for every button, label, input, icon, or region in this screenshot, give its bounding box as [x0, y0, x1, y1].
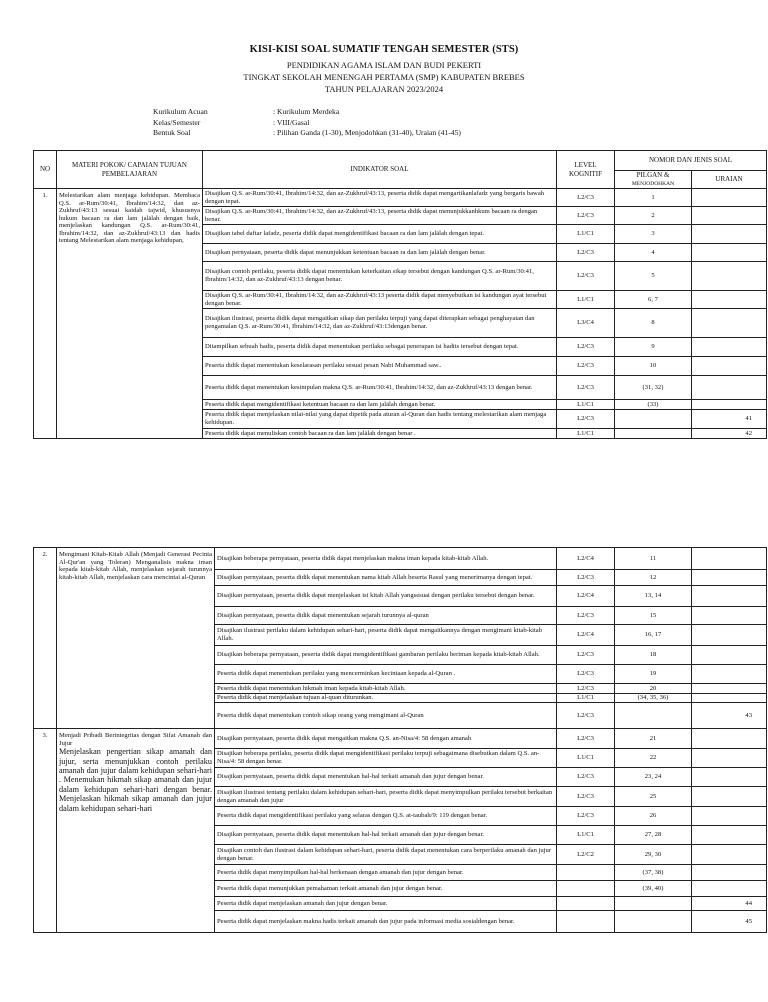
level-cell: L2/C3	[557, 787, 615, 807]
indikator-cell: Disajikan pernyataan, peserta didik dapat menentukan hal-hal terkait amanah dan jujur dengan benar.	[215, 826, 557, 845]
uraian-cell	[692, 548, 767, 570]
meta-row	[153, 128, 461, 139]
materi-objective-text: Menjelaskan pengertian sikap amanah dan jujur, serta menunjukkan contoh perilaku amanah dan jujur dalam kehidupan sehari-hari . Menemukan hikmah sikap amanah dan jujur dalam kehidupan sehari-hari dengan benar. Menjelaskan hikmah sikap amanah dan jujur dalam kehidupan sehari-hari	[59, 747, 212, 813]
pilgan-cell: 8	[615, 309, 692, 338]
pilgan-cell: 27, 28	[615, 826, 692, 845]
pilgan-cell: (37, 38)	[615, 865, 692, 881]
header-no: NO	[34, 151, 57, 189]
pilgan-cell: 21	[615, 729, 692, 749]
document-title: KISI-KISI SOAL SUMATIF TENGAH SEMESTER (STS)	[249, 44, 519, 55]
indikator-cell: Peserta didik dapat menjelaskan nilai-nilai yang dapat dipetik pada aturan al-Quran dan hadis tentang melestarikan alam menjaga kehidupan.	[203, 410, 557, 429]
indikator-cell: Peserta didik dapat menjelaskan tujuan al-quan diturunkan.	[215, 694, 557, 703]
uraian-cell	[692, 684, 767, 694]
pilgan-cell: 9	[615, 338, 692, 357]
indikator-cell: Disajikan beberapa pernyataan, peserta didik dapat mengidentifikasi gambaran perilaku beriman kepada kitab-kitab Allah.	[215, 646, 557, 665]
level-cell: L2/C2	[557, 845, 615, 865]
indikator-cell: Peserta didik dapat menentukan perilaku yang mencerminkan kecintaan kepada al-Quran .	[215, 665, 557, 684]
level-cell: L2/C3	[557, 684, 615, 694]
header-uraian: URAIAN	[692, 171, 767, 189]
uraian-cell: 45	[692, 911, 767, 933]
indikator-cell: Peserta didik dapat menjelaskan makna hadis terkait amanah dan jujur pada informasi media sosialdengan benar.	[215, 911, 557, 933]
indikator-cell: Disajikan ilustrasi tentang perilaku dalam kehidupan sehari-hari, peserta didik dapat menyimpulkan perilaku tersebut berkaitan dengan amanah dan jujur	[215, 787, 557, 807]
indikator-cell: Disajikan pernyataan, peserta didik dapat menentukan nama kitab Allah beserta Rasul yang menerimanya dengan tepat.	[215, 570, 557, 586]
pilgan-cell: 15	[615, 607, 692, 625]
level-cell: L2/C4	[557, 548, 615, 570]
document-meta	[153, 107, 461, 139]
uraian-cell	[692, 244, 767, 262]
uraian-cell	[692, 607, 767, 625]
menjodohkan-label: MENJODOHKAN	[631, 181, 675, 188]
level-cell: L2/C3	[557, 665, 615, 684]
section-materi	[57, 189, 203, 439]
uraian-cell: 41	[692, 410, 767, 429]
pilgan-cell: 25	[615, 787, 692, 807]
pilgan-cell: 26	[615, 807, 692, 826]
level-cell: L2/C4	[557, 586, 615, 607]
level-cell: L2/C3	[557, 729, 615, 749]
indikator-cell: Disajikan beberapa perilaku, peserta didik dapat mengidentifikasi perilaku terpuji sebagaimana disebutkan dalam Q.S. an-Nisa/4: 58 dengan benar.	[215, 749, 557, 768]
header-nomor: NOMOR DAN JENIS SOAL	[615, 151, 767, 171]
meta-value: : Kurikulum Merdeka	[273, 107, 340, 116]
pilgan-cell: 13, 14	[615, 586, 692, 607]
uraian-cell	[692, 570, 767, 586]
level-cell: L2/C3	[557, 244, 615, 262]
level-cell: L1/C1	[557, 749, 615, 768]
meta-key: Kurikulum Acuan	[153, 107, 208, 116]
uraian-cell	[692, 865, 767, 881]
indikator-cell: Disajikan beberapa pernyataan, peserta didik dapat menjelaskan makna iman kepada kitab-kitab Allah.	[215, 548, 557, 570]
uraian-cell	[692, 207, 767, 225]
pilgan-cell: 3	[615, 225, 692, 244]
level-cell: L2/C3	[557, 570, 615, 586]
pilgan-cell: 20	[615, 684, 692, 694]
level-cell: L2/C3	[557, 207, 615, 225]
indikator-cell: Disajikan ilustrasi, peserta didik dapat mengaitkan sikap dan perilaku terpuji yang dapat diterapkan sebagai penghayatan dan pengamalan Q.S. ar-Rum/30:41, Ibrahim/14:32, dan az-Zukhruf/43:13dengan benar.	[203, 309, 557, 338]
indikator-cell: Disajikan pernyataan, peserta didik dapat mengaitkan makna Q.S. an-Nisa/4: 58 dengan amanah	[215, 729, 557, 749]
indikator-cell: Disajikan Q.S. ar-Rum/30:41, Ibrahim/14:32, dan az-Zukhruf/43:13, peserta didik dapat mengartikanlafadz yang bergaris bawah dengan tepat.	[203, 189, 557, 207]
header-level: LEVEL KOGNITIF	[557, 151, 615, 189]
grid-table-2	[33, 547, 767, 933]
level-cell: L1/C1	[557, 291, 615, 309]
pilgan-cell: 1	[615, 189, 692, 207]
level-cell: L3/C4	[557, 309, 615, 338]
level-cell	[557, 865, 615, 881]
uraian-cell	[692, 376, 767, 400]
section-number: 3.	[34, 729, 57, 933]
level-cell: L1/C1	[557, 826, 615, 845]
uraian-cell: 42	[692, 429, 767, 439]
indikator-cell: Peserta didik dapat menentukan keselarasan perilaku sesuai pesan Nabi Muhammad saw..	[203, 357, 557, 376]
pilgan-cell: 11	[615, 548, 692, 570]
level-cell: L2/C3	[557, 807, 615, 826]
meta-row	[153, 107, 461, 118]
level-cell: L2/C3	[557, 376, 615, 400]
level-cell: L2/C3	[557, 357, 615, 376]
uraian-cell	[692, 262, 767, 291]
uraian-cell	[692, 807, 767, 826]
level-cell	[557, 881, 615, 897]
pilgan-cell: 12	[615, 570, 692, 586]
uraian-cell	[692, 749, 767, 768]
uraian-cell	[692, 357, 767, 376]
pilgan-cell: 19	[615, 665, 692, 684]
meta-row	[153, 118, 461, 129]
pilgan-cell: (34, 35, 36)	[615, 694, 692, 703]
indikator-cell: Disajikan pernyataan, peserta didik dapat menentukan hal-hal terkait amanah dan jujur dengan benar.	[215, 768, 557, 787]
section-materi	[57, 729, 215, 933]
level-cell: L1/C1	[557, 225, 615, 244]
indikator-cell: Peserta didik dapat menyimpulkan hal-hal berkenaan dengan amanah dan jujur dengan benar.	[215, 865, 557, 881]
level-cell: L1/C1	[557, 429, 615, 439]
level-cell: L1/C1	[557, 400, 615, 410]
indikator-cell: Peserta didik dapat menuliskan contoh bacaan ra dan lam jalālah dengan benar .	[203, 429, 557, 439]
header-indikator: INDIKATOR SOAL	[203, 151, 557, 189]
uraian-cell	[692, 826, 767, 845]
uraian-cell	[692, 646, 767, 665]
uraian-cell	[692, 291, 767, 309]
indikator-cell: Peserta didik dapat mengidentifikasi perilaku yang selaras dengan Q.S. at-taubah/9: 119 dengan benar.	[215, 807, 557, 826]
indikator-cell: Peserta didik dapat menentukan contoh sikap orang yang mengimani al-Quran	[215, 703, 557, 729]
level-cell: L2/C3	[557, 338, 615, 357]
table-row	[34, 729, 767, 749]
pilgan-cell	[615, 703, 692, 729]
uraian-cell: 44	[692, 897, 767, 911]
indikator-cell: Disajikan pernyataan, peserta didik dapat menentukan sejarah turunnya al-quran	[215, 607, 557, 625]
section-number: 1.	[34, 189, 57, 439]
materi-text: Melestarikan alam menjaga kehidupan. Membaca Q.S. ar-Rum/30:41, Ibrahim/14:32, dan az-Zukhruf/43:13 sesuai kaidah tajwid, khususnya hukum bacaan ra dan lam jalālah dengan baik, menjelaskan kandungan Q.S. ar-Rum/30:41, Ibrahim/14:32, dan az-Zukhruf/43:13 dan hadis tentang Melestarikan alam menjaga kehidupan,	[59, 192, 200, 245]
uraian-cell	[692, 694, 767, 703]
indikator-cell: Disajikan contoh perilaku, peserta didik dapat menentukan keterkaitan sikap tersebut dengan kandungan Q.S. ar-Rum/30:41, Ibrahim/14:32, dan az-Zukhruf/43:13 dengan benar.	[203, 262, 557, 291]
header-pilgan	[615, 171, 692, 189]
indikator-cell: Disajikan tabel daftar lafadz, peserta didik dapat mengidentifikasi bacaan ra dan lam jalālah dengan tepat.	[203, 225, 557, 244]
uraian-cell	[692, 729, 767, 749]
meta-value: : Pilihan Ganda (1-30), Menjodohkan (31-40), Uraian (41-45)	[273, 128, 461, 137]
section-materi	[57, 548, 215, 729]
pilgan-cell: 4	[615, 244, 692, 262]
indikator-cell: Peserta didik dapat menentukan kesimpulan makna Q.S. ar-Rum/30:41, Ibrahim/14:32, dan az-Zukhruf/43:13 dengan benar.	[203, 376, 557, 400]
uraian-cell	[692, 665, 767, 684]
pilgan-cell: 16, 17	[615, 625, 692, 646]
level-cell: L2/C3	[557, 607, 615, 625]
indikator-cell: Disajikan pernyataan, peserta didik dapat menunjukkan ketentuan bacaan ra dan lam jalālah dengan benar.	[203, 244, 557, 262]
meta-key: Bentuk Soal	[153, 128, 191, 137]
pilgan-cell: (39, 40)	[615, 881, 692, 897]
uraian-cell	[692, 768, 767, 787]
indikator-cell: Peserta didik dapat mengidentifikasi ketentuan bacaan ra dan lam jalālah dengan benar.	[203, 400, 557, 410]
pilgan-cell	[615, 897, 692, 911]
indikator-cell: Disajikan Q.S. ar-Rum/30:41, Ibrahim/14:32, dan az-Zukhruf/43:13, peserta didik dapat menunjukkanhkum bacaan ra dengan benar.	[203, 207, 557, 225]
uraian-cell	[692, 625, 767, 646]
meta-key: Kelas/Semester	[153, 117, 201, 127]
subtitle-level: TINGKAT SEKOLAH MENENGAH PERTAMA (SMP) KABUPATEN BREBES	[243, 72, 525, 82]
indikator-cell: Disajikan ilustrasi perilaku dalam kehidupan sehari-hari, peserta didik dapat mengaitkannya dengan mengimani kitab-kitab Allah.	[215, 625, 557, 646]
materi-text: Mengimani Kitab-Kitab Allah (Menjadi Generasi Pecinta Al-Qur'an yang Toleran) Menganalisis makna iman kepada kitab-kitab Allah, menjelaskan sejarah turunnya kitab-kitab Allah, menjelaskan cara mencintai al-Quran	[59, 551, 212, 581]
pilgan-cell: 22	[615, 749, 692, 768]
uraian-cell	[692, 881, 767, 897]
indikator-cell: Peserta didik dapat menjelaskan amanah dan jujur dengan benar.	[215, 897, 557, 911]
pilgan-cell: (31, 32)	[615, 376, 692, 400]
uraian-cell	[692, 586, 767, 607]
indikator-cell: Disajikan pernyataan, peserta didik dapat menjelaskan isi kitab Allah yangsesuai dengan perilaku tersebut dengan benar.	[215, 586, 557, 607]
level-cell: L2/C3	[557, 646, 615, 665]
uraian-cell	[692, 400, 767, 410]
pilgan-cell: 29, 30	[615, 845, 692, 865]
level-cell: L2/C3	[557, 262, 615, 291]
level-cell: L2/C3	[557, 189, 615, 207]
grid-table-1	[33, 150, 767, 439]
pilgan-cell	[615, 429, 692, 439]
level-cell: L2/C3	[557, 768, 615, 787]
pilgan-label: PILGAN &	[636, 171, 670, 180]
level-cell	[557, 911, 615, 933]
table-row	[34, 189, 767, 207]
pilgan-cell: 10	[615, 357, 692, 376]
uraian-cell	[692, 845, 767, 865]
pilgan-cell: 2	[615, 207, 692, 225]
header-materi: MATERI POKOK/ CAPAIAN TUJUAN PEMBELAJARAN	[57, 151, 203, 189]
indikator-cell: Peserta didik dapat menentukan hikmah iman kepada kitab-kitab Allah.	[215, 684, 557, 694]
pilgan-cell: 23, 24	[615, 768, 692, 787]
uraian-cell	[692, 189, 767, 207]
table-row	[34, 548, 767, 570]
level-cell: L1/C1	[557, 694, 615, 703]
uraian-cell	[692, 309, 767, 338]
level-cell	[557, 897, 615, 911]
level-cell: L2/C3	[557, 703, 615, 729]
pilgan-cell: 6, 7	[615, 291, 692, 309]
pilgan-cell	[615, 410, 692, 429]
uraian-cell	[692, 338, 767, 357]
uraian-cell: 43	[692, 703, 767, 729]
indikator-cell: Disajikan contoh dan ilustrasi dalam kehidupan sehari-hari, peserta didik dapat menentukan cara berperilaku amanah dan jujur dengan benar.	[215, 845, 557, 865]
pilgan-cell	[615, 911, 692, 933]
meta-value: : VIII/Gasal	[273, 117, 310, 127]
uraian-cell	[692, 225, 767, 244]
uraian-cell	[692, 787, 767, 807]
pilgan-cell: 18	[615, 646, 692, 665]
materi-text: Menjadi Pribadi Berintegritas dengan Sifat Amanah dan Jujur	[59, 732, 212, 747]
section-number: 2.	[34, 548, 57, 729]
pilgan-cell: 5	[615, 262, 692, 291]
level-cell: L2/C4	[557, 625, 615, 646]
pilgan-cell: (33)	[615, 400, 692, 410]
indikator-cell: Disajikan Q.S. ar-Rum/30:41, Ibrahim/14:32, dan az-Zukhruf/43:13 peserta didik dapat menyebutkan isi kandungan ayat tersebut dengan benar.	[203, 291, 557, 309]
indikator-cell: Ditampilkan sebuah hadis, peserta didik dapat menentukan perilaku sebagai penerapan isi hadits tersebut dengan tepat.	[203, 338, 557, 357]
indikator-cell: Peserta didik dapat menunjukkan pemahaman terkait amanah dan jujur dengan benar.	[215, 881, 557, 897]
subtitle-subject: PENDIDIKAN AGAMA ISLAM DAN BUDI PEKERTI	[286, 60, 482, 70]
level-cell: L2/C3	[557, 410, 615, 429]
subtitle-year: TAHUN PELAJARAN 2023/2024	[324, 84, 444, 94]
